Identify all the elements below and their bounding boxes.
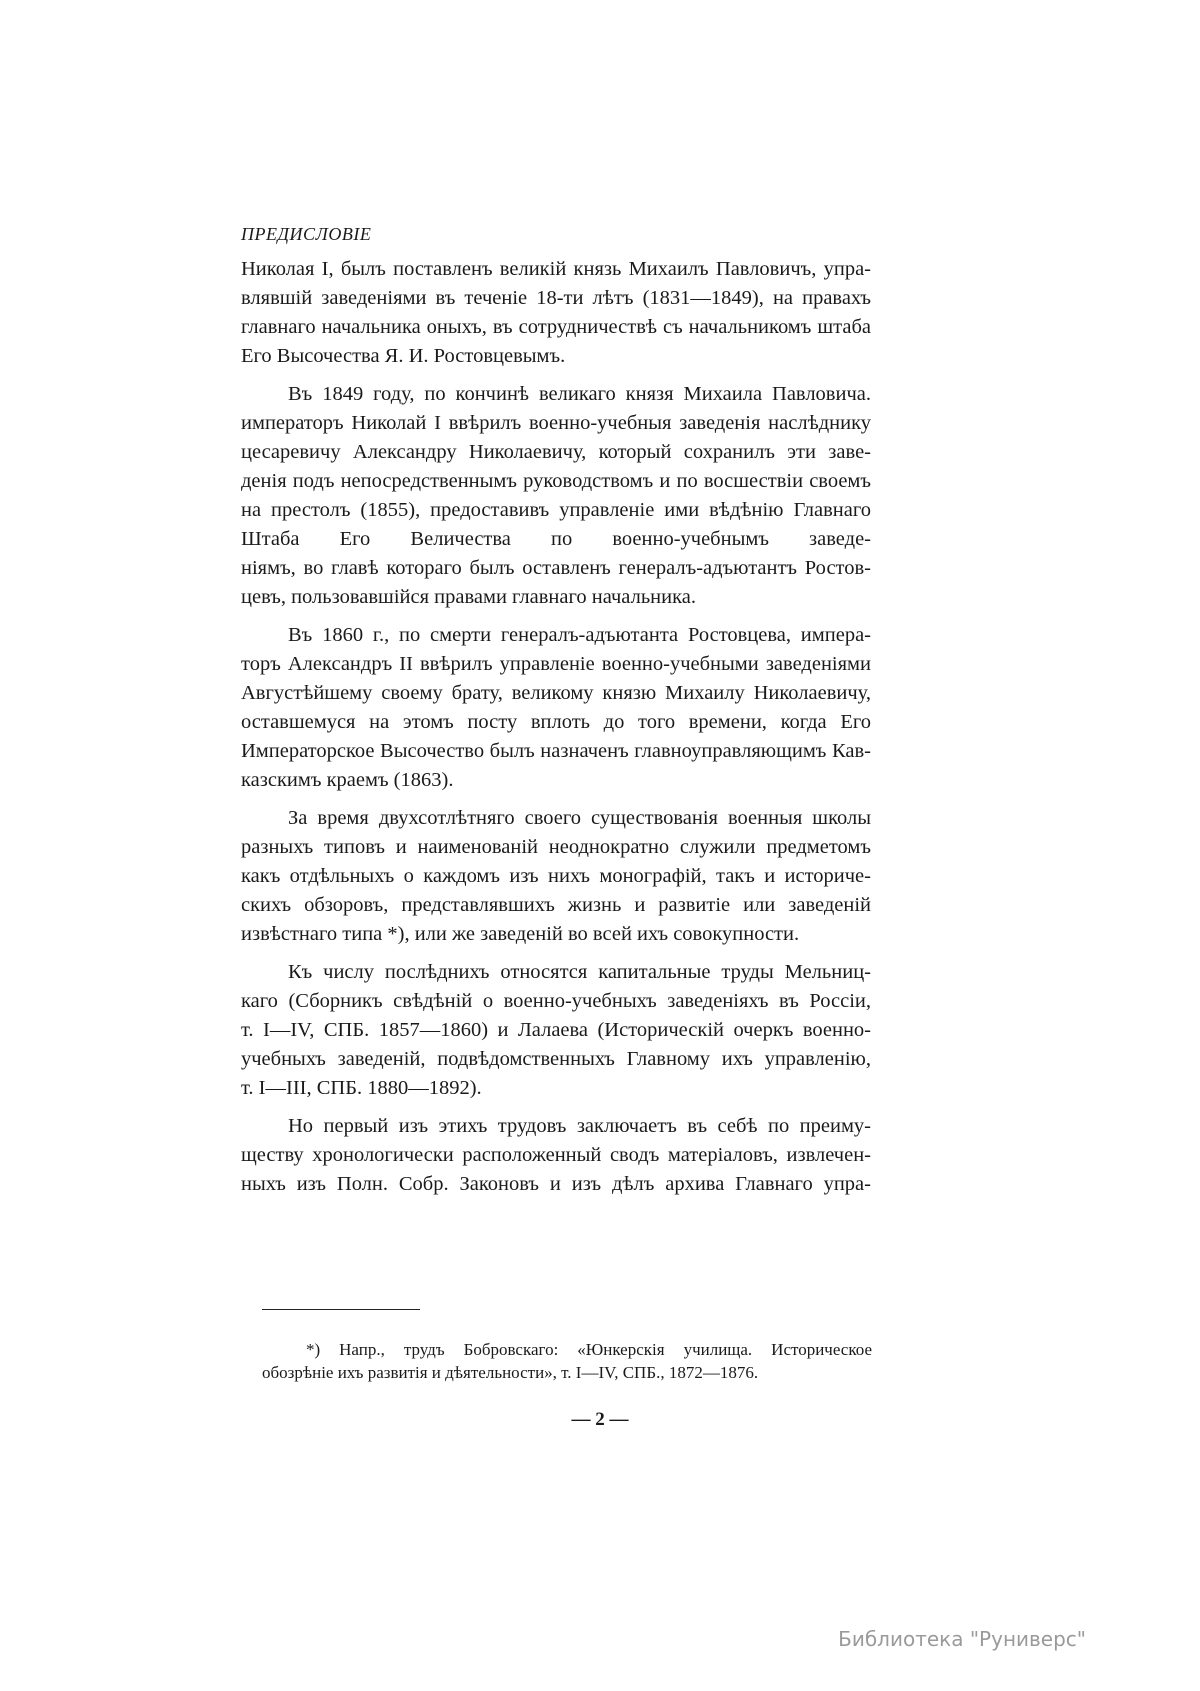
text-line: главнаго начальника оныхъ, въ сотрудничествѣ съ начальникомъ штаба (241, 316, 871, 338)
text-line: разныхъ типовъ и наименованій неоднократно служили предметомъ (241, 836, 871, 858)
text-line: скихъ обзоровъ, представлявшихъ жизнь и развитіе или заведеній (241, 894, 871, 916)
text-line: т. I—IV, СПБ. 1857—1860) и Лалаева (Историческій очеркъ военно- (241, 1019, 871, 1041)
paragraph (241, 804, 871, 949)
text-line: извѣстнаго типа *), или же заведеній во всей ихъ совокупности. (241, 923, 800, 945)
text-line: За время двухсотлѣтняго своего существованія военныя школы (288, 807, 871, 829)
footnote-divider (262, 1309, 420, 1310)
text-line: учебныхъ заведеній, подвѣдомственныхъ Главному ихъ управленію, (241, 1048, 871, 1070)
text-line: Къ числу послѣднихъ относятся капитальные труды Мельниц- (288, 961, 871, 983)
text-line: Но первый изъ этихъ трудовъ заключаетъ въ себѣ по преиму- (288, 1115, 871, 1137)
text-line: торъ Александръ II ввѣрилъ управленіе военно-учебными заведеніями (241, 653, 871, 675)
page-number: — 2 — (571, 1409, 629, 1430)
paragraph (241, 958, 871, 1103)
text-line: Въ 1860 г., по смерти генералъ-адъютанта Ростовцева, импера- (288, 624, 871, 646)
paragraph (241, 1112, 871, 1199)
paragraph (241, 621, 871, 795)
text-line: цевъ, пользовавшійся правами главнаго начальника. (241, 586, 696, 608)
text-line: на престолъ (1855), предоставивъ управленіе ими вѣдѣнію Главнаго (241, 499, 871, 521)
text-line: влявшій заведеніями въ теченіе 18-ти лѣтъ (1831—1849), на правахъ (241, 287, 871, 309)
text-line: императоръ Николай I ввѣрилъ военно-учебныя заведенія наслѣднику (241, 412, 871, 434)
text-line: Николая I, былъ поставленъ великій князь Михаилъ Павловичъ, упра- (241, 258, 871, 280)
library-watermark: Библиотека "Руниверс" (838, 1627, 1086, 1651)
text-line: Его Высочества Я. И. Ростовцевымъ. (241, 345, 566, 367)
text-line: казскимъ краемъ (1863). (241, 769, 454, 791)
paragraph (241, 255, 871, 371)
footnote-line: *) Напр., трудъ Бобровскаго: «Юнкерскія училища. Историческое (306, 1340, 872, 1359)
text-line: т. I—III, СПБ. 1880—1892). (241, 1077, 482, 1099)
text-line: Августѣйшему своему брату, великому князю Михаилу Николаевичу, (241, 682, 871, 704)
text-line: денія подъ непосредственнымъ руководствомъ и по восшествіи своемъ (241, 470, 871, 492)
text-line: оставшемуся на этомъ посту вплоть до того времени, когда Его (241, 711, 871, 733)
section-heading: ПРЕДИСЛОВІЕ (241, 224, 372, 244)
text-line: ществу хронологически расположенный сводъ матеріаловъ, извлечен- (241, 1144, 871, 1166)
text-line: цесаревичу Александру Николаевичу, который сохранилъ эти заве- (241, 441, 871, 463)
footnote (262, 1338, 872, 1384)
text-line: Въ 1849 году, по кончинѣ великаго князя Михаила Павловича. (288, 383, 871, 405)
main-text (241, 255, 871, 1208)
text-line: какъ отдѣльныхъ о каждомъ изъ нихъ монографій, такъ и историче- (241, 865, 871, 887)
text-line: ныхъ изъ Полн. Собр. Законовъ и изъ дѣлъ архива Главнаго упра- (241, 1173, 871, 1195)
footnote-line: обозрѣніе ихъ развитія и дѣятельности», т. I—IV, СПБ., 1872—1876. (262, 1363, 759, 1382)
text-line: ніямъ, во главѣ котораго былъ оставленъ генералъ-адъютантъ Ростов- (241, 557, 871, 579)
text-line: каго (Сборникъ свѣдѣній о военно-учебныхъ заведеніяхъ въ Россіи, (241, 990, 871, 1012)
paragraph (241, 380, 871, 612)
text-line: Штаба Его Величества по военно-учебнымъ заведе- (241, 528, 871, 550)
text-line: Императорское Высочество былъ назначенъ главноуправляющимъ Кав- (241, 740, 871, 762)
